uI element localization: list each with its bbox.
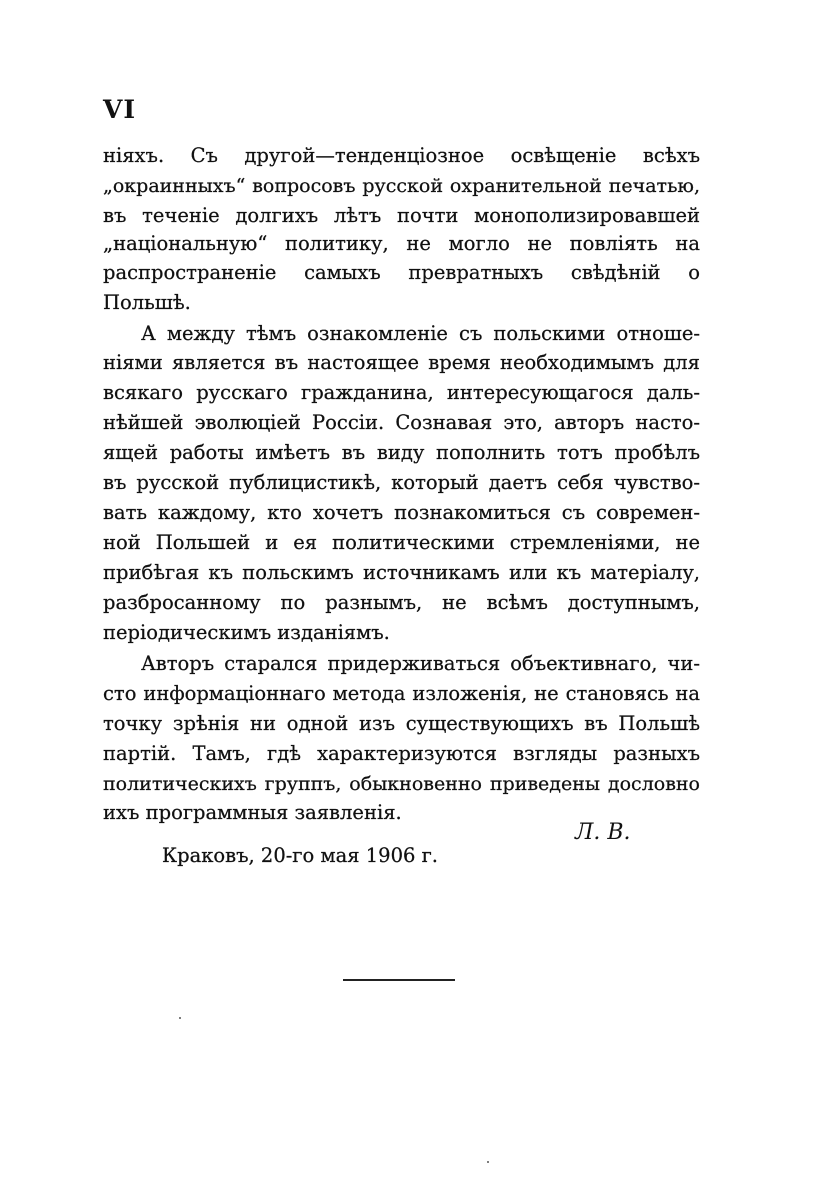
text-line: прибѣгая къ польскимъ источникамъ или къ матеріалу, — [103, 561, 700, 584]
text-line: ихъ программныя заявленія. — [103, 801, 402, 824]
text-line: партій. Тамъ, гдѣ характеризуются взгляды разныхъ — [103, 742, 700, 765]
scan-speck — [487, 1161, 489, 1163]
text-line: сто информаціоннаго метода изложенія, не становясь на — [103, 682, 700, 705]
text-line: въ русской публицистикѣ, который даетъ себя чувство- — [103, 471, 700, 494]
text-line: точку зрѣнія ни одной изъ существующихъ въ Польшѣ — [103, 712, 700, 735]
text-line: въ теченіе долгихъ лѣтъ почти монополизировавшей — [103, 204, 700, 227]
text-line: вать каждому, кто хочетъ познакомиться съ современ- — [103, 501, 700, 524]
text-line: ніями является въ настоящее время необходимымъ для — [103, 351, 700, 374]
author-signature: Л. В. — [575, 820, 631, 845]
text-line: ной Польшей и ея политическими стремленіями, не — [103, 531, 700, 554]
text-line: политическихъ группъ, обыкновенно приведены дословно — [103, 773, 700, 795]
text-line: распространеніе самыхъ превратныхъ свѣдѣній о — [103, 261, 700, 284]
text-line: ящей работы имѣетъ въ виду пополнить тотъ пробѣлъ — [103, 441, 700, 464]
text-line: Авторъ старался придерживаться объективнаго, чи- — [141, 652, 700, 675]
text-line: разбросанному по разнымъ, не всѣмъ доступнымъ, — [103, 591, 700, 614]
text-line: А между тѣмъ ознакомленіе съ польскими отноше- — [141, 322, 700, 345]
closing-rule — [343, 979, 455, 981]
scan-speck — [179, 1017, 181, 1019]
text-line: періодическимъ изданіямъ. — [103, 621, 390, 644]
page-number: VI — [103, 95, 137, 124]
text-line: всякаго русскаго гражданина, интересующагося даль- — [103, 381, 700, 404]
text-line: „національную“ политику, не могло не повліять на — [103, 232, 700, 255]
text-line: нѣйшей эволюціей Россіи. Сознавая это, авторъ насто- — [103, 411, 700, 434]
place-date: Краковъ, 20-го мая 1906 г. — [162, 844, 438, 867]
text-line: Польшѣ. — [103, 291, 191, 314]
text-line: ніяхъ. Съ другой—тенденціозное освѣщеніе всѣхъ — [103, 144, 700, 167]
text-line: „окраинныхъ“ вопросовъ русской охранительной печатью, — [103, 175, 700, 197]
